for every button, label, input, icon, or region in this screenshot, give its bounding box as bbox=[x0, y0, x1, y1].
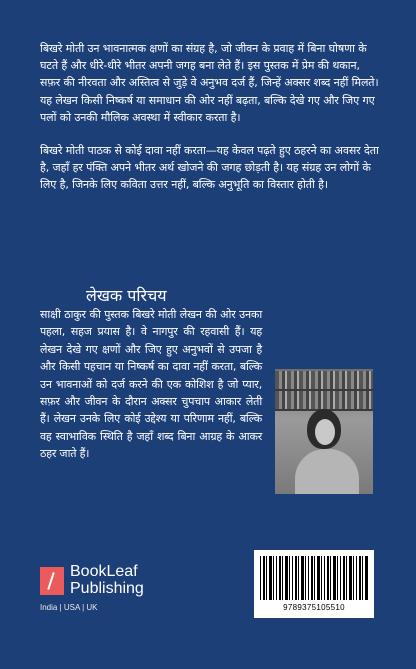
barcode-bars bbox=[260, 556, 368, 600]
publisher-regions: India | USA | UK bbox=[40, 603, 98, 612]
bookshelf-row bbox=[275, 391, 373, 409]
publisher-line-2: Publishing bbox=[70, 580, 144, 597]
author-face bbox=[315, 419, 335, 445]
isbn-number: 9789375105510 bbox=[283, 603, 345, 612]
author-body bbox=[295, 449, 359, 494]
bookshelf-row bbox=[275, 371, 373, 389]
logo-slash bbox=[47, 572, 54, 590]
isbn-barcode bbox=[254, 550, 374, 618]
blurb-paragraph-1: बिखरे मोती उन भावनात्मक क्षणों का संग्रह है, जो जीवन के प्रवाह में बिना घोषणा के घटते हैं और धीरे-धीरे भीतर अपनी जगह बना लेते हैं। इस पुस्तक में प्रेम की थकान, सफ़र की नीरवता और अस्तित्व से जुड़े वे अनुभव दर्ज हैं, जिन्हें अक्सर शब्द नहीं मिलते। यह लेखन किसी निष्कर्ष या समाधान की ओर नहीं बढ़ता, बल्कि देखे गए और जिए गए पलों को उनकी मौलिक अवस्था में स्वीकार करता है। bbox=[40, 42, 379, 124]
author-photo bbox=[275, 369, 373, 494]
back-cover-blurb bbox=[40, 40, 380, 210]
publisher-name bbox=[70, 563, 144, 597]
publisher-line-1: BookLeaf bbox=[70, 563, 138, 580]
bookleaf-logo-icon bbox=[40, 567, 64, 595]
about-author-heading: लेखक परिचय bbox=[86, 286, 167, 305]
blurb-paragraph-2: बिखरे मोती पाठक से कोई दावा नहीं करता—यह केवल पढ़ते हुए ठहरने का अवसर देता है, जहाँ हर पंक्ति अपने भीतर अर्थ खोजने की जगह छोड़ती है। यह संग्रह उन लोगों के लिए है, जिनके लिए कविता उत्तर नहीं, बल्कि अनुभूति का विस्तार होती है। bbox=[40, 144, 379, 192]
about-author-text: साक्षी ठाकुर की पुस्तक बिखरे मोती लेखन की ओर उनका पहला, सहज प्रयास है। वे नागपुर की रहवासी हैं। यह लेखन देखे गए क्षणों और जिए हुए अनुभवों से उपजा है और किसी पहचान या निष्कर्ष का दावा नहीं करता, बल्कि उन भावनाओं को दर्ज करने की एक कोशिश है जो प्यार, सफ़र और जीवन के दौरान अक्सर चुपचाप आकार लेती हैं। लेखन उनके लिए कोई उद्देश्य या परिणाम नहीं, बल्कि वह स्वाभाविक स्थिति है जहाँ शब्द बिना आग्रह के आकर ठहर जाते हैं। bbox=[40, 308, 262, 461]
